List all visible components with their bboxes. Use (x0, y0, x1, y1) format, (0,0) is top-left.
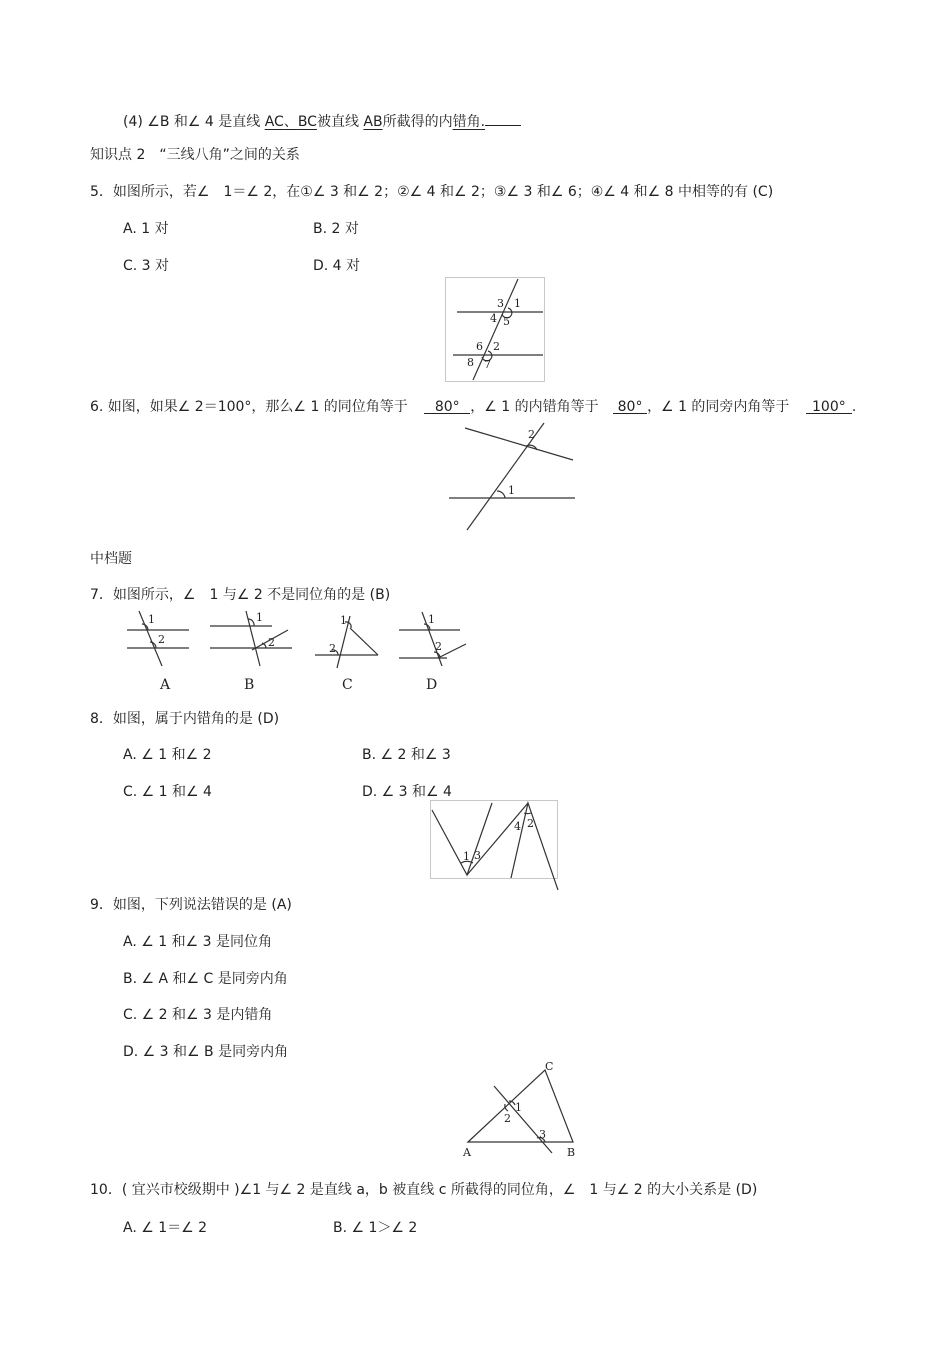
q5-option-b: B. 2 对 (313, 221, 359, 237)
q8-v-shape (432, 803, 492, 875)
q8-long-line (467, 803, 528, 875)
q5-option-d: D. 4 对 (313, 258, 361, 274)
q7-caption-d: D (426, 677, 438, 693)
q4-line (123, 110, 521, 131)
q7-b-label-1: 1 (256, 611, 263, 624)
q7-d-label-1: 1 (428, 613, 435, 626)
q7-caption-b: B (244, 677, 255, 693)
q7-c-side (350, 628, 378, 655)
section-title-2: 知识点 2 “三线八角”之间的关系 (90, 147, 300, 163)
q9-label-a: A (463, 1146, 471, 1159)
q9-option-a: A. ∠ 1 和∠ 3 是同位角 (123, 934, 272, 950)
q5-option-c: C. 3 对 (123, 258, 170, 274)
q10-stem-text: 10．( 宜兴市校级期中 )∠1 与∠ 2 是直线 a，b 被直线 c 所截得的同位角，∠ 1 与∠ 2 的大小关系是 (90, 1182, 732, 1198)
q9-stem (90, 896, 292, 914)
q7-figure-d (399, 612, 466, 693)
q5-transversal (473, 279, 518, 380)
q10-stem (90, 1181, 757, 1199)
q9-label-b: B (567, 1146, 576, 1159)
q6-stem-3: ，∠ 1 的同旁内角等于 (647, 399, 790, 415)
q4-mid: 被直线 (316, 114, 359, 130)
q7-answer: (B) (369, 587, 391, 603)
q8-answer: (D) (257, 711, 280, 727)
q6-answer-1: 80° (424, 398, 470, 414)
q6-label-2: 2 (528, 428, 535, 441)
q10-option-b: B. ∠ 1＞∠ 2 (333, 1220, 418, 1236)
q4-sep: 、 (283, 114, 298, 130)
q8-figure-frame (431, 801, 558, 879)
q6-arc-1 (497, 491, 505, 498)
q9-label-2: 2 (504, 1112, 511, 1125)
q8-label-1: 1 (463, 850, 470, 863)
q5-label-8: 8 (467, 356, 474, 369)
q6-figure (447, 420, 577, 530)
q7-figure-a (127, 611, 189, 693)
q6-stem-1: 6. 如图，如果∠ 2＝100°，那么∠ 1 的同位角等于 (90, 399, 408, 415)
q8-option-b: B. ∠ 2 和∠ 3 (362, 747, 451, 763)
q8-figure (430, 800, 560, 880)
q7-c-label-2: 2 (329, 642, 336, 655)
q5-label-7: 7 (484, 358, 491, 371)
q5-label-3: 3 (497, 297, 504, 310)
q10-option-a: A. ∠ 1＝∠ 2 (123, 1220, 208, 1236)
q7-a-label-1: 1 (148, 613, 155, 626)
q8-label-2: 2 (527, 817, 534, 830)
q4-dot: . (480, 114, 486, 130)
q8-peak (511, 803, 558, 890)
q5-label-1: 1 (514, 297, 521, 310)
q5-option-a: A. 1 对 (123, 221, 169, 237)
q8-label-4: 4 (514, 820, 521, 833)
q9-stem-text: 9．如图，下列说法错误的是 (90, 897, 267, 913)
q9-answer: (A) (271, 897, 292, 913)
q7-c-label-1: 1 (340, 614, 347, 627)
q6-stem-2: ，∠ 1 的内错角等于 (470, 399, 599, 415)
q4-suffix: 所截得的内 (382, 114, 453, 130)
q4-blank (485, 110, 521, 126)
q6-stem (90, 398, 856, 416)
q6-stem-4: . (851, 399, 857, 415)
q6-upper-line (465, 428, 573, 460)
q5-answer: (C) (752, 184, 774, 200)
q8-arc-top (524, 813, 531, 814)
q9-option-d: D. ∠ 3 和∠ B 是同旁内角 (123, 1044, 289, 1060)
q5-label-5: 5 (503, 315, 510, 328)
q6-answer-3: 100° (806, 398, 852, 414)
q7-stem (90, 586, 390, 604)
q4-answer-angle: 错角 (452, 114, 481, 130)
q7-caption-a: A (160, 677, 171, 693)
q6-answer-2: 80° (613, 398, 647, 414)
q8-stem-text: 8．如图，属于内错角的是 (90, 711, 253, 727)
q7-caption-c: C (342, 677, 353, 693)
q7-figure-c (315, 614, 378, 693)
q7-d-label-2: 2 (435, 640, 442, 653)
q9-transversal (494, 1086, 552, 1153)
section-title-3: 中档题 (90, 551, 132, 567)
q7-figure-b (210, 611, 292, 693)
q7-a-label-2: 2 (158, 633, 165, 646)
q8-option-a: A. ∠ 1 和∠ 2 (123, 747, 212, 763)
q8-stem (90, 710, 279, 728)
q8-option-c: C. ∠ 1 和∠ 4 (123, 784, 212, 800)
q9-option-b: B. ∠ A 和∠ C 是同旁内角 (123, 971, 288, 987)
q9-label-1: 1 (515, 1101, 522, 1114)
q8-label-3: 3 (474, 849, 481, 862)
q4-answer-line2: BC (297, 114, 317, 130)
q6-label-1: 1 (508, 484, 515, 497)
q7-b-label-2: 2 (268, 636, 275, 649)
q7-figure (122, 608, 467, 693)
q5-figure (445, 277, 545, 382)
q7-stem-text: 7．如图所示，∠ 1 与∠ 2 不是同位角的是 (90, 587, 366, 603)
q4-prefix: (4) ∠B 和∠ 4 是直线 (123, 114, 261, 130)
q5-label-2: 2 (493, 340, 500, 353)
q4-answer-line1: AC (264, 114, 284, 130)
q5-label-6: 6 (476, 340, 483, 353)
q7-b-arc-2 (262, 643, 266, 648)
q9-label-c: C (545, 1060, 554, 1073)
q4-answer-line3: AB (363, 114, 383, 130)
q5-label-4: 4 (490, 312, 497, 325)
q9-figure (458, 1058, 588, 1158)
q5-stem-text: 5．如图所示，若∠ 1＝∠ 2，在①∠ 3 和∠ 2；②∠ 4 和∠ 2；③∠ 3 和∠ 6；④∠ 4 和∠ 8 中相等的有 (90, 184, 748, 200)
q9-label-3: 3 (539, 1128, 546, 1141)
q10-answer: (D) (735, 1182, 758, 1198)
q7-d-side (438, 644, 466, 658)
q5-stem (90, 183, 773, 201)
q9-option-c: C. ∠ 2 和∠ 3 是内错角 (123, 1007, 273, 1023)
q8-option-d: D. ∠ 3 和∠ 4 (362, 784, 452, 800)
